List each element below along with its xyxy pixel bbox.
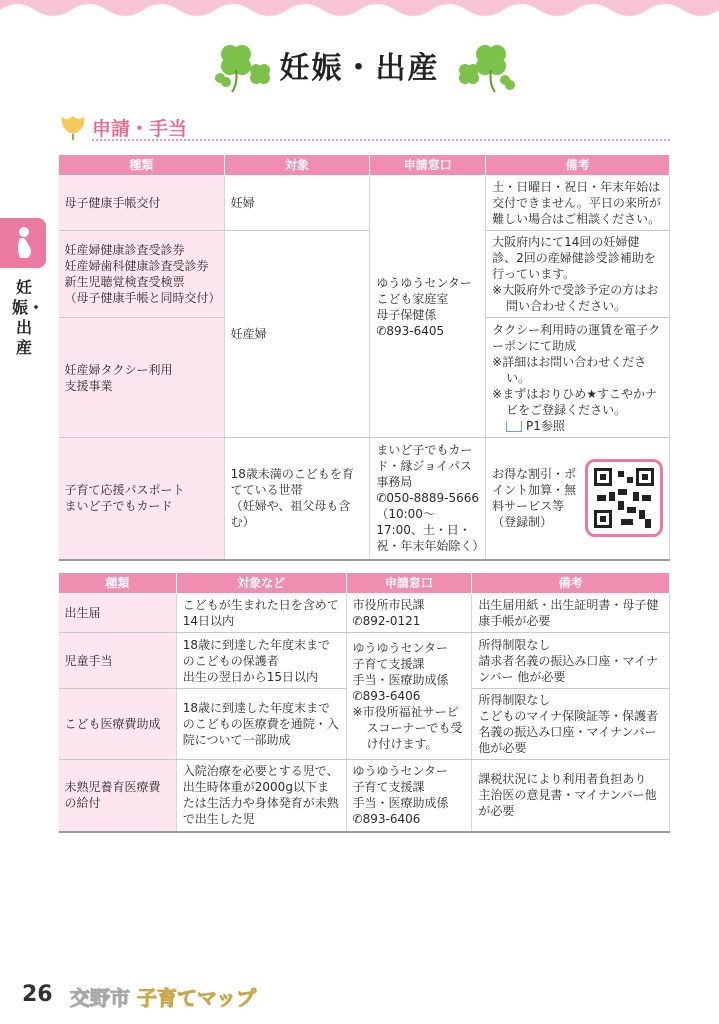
row-type: 出生届 [59, 594, 177, 633]
row-target: 18歳未満のこどもを育てている世帯 （妊婦や、祖父母も含む） [224, 438, 370, 560]
row-note: 所得制限なし 請求者名義の振込み口座・マイナンバー 他が必要 [472, 633, 670, 689]
row-target-shared: 妊産婦 [224, 231, 370, 438]
side-tab-label: 妊娠・出産 [12, 278, 45, 357]
table-row [59, 438, 670, 560]
book-icon [506, 421, 522, 432]
row-target: 18歳に到達した年度末までのこどもの医療費を通院・入院について一部助成 [176, 689, 346, 760]
row-note: 大阪府内にて14回の妊婦健診、2回の産婦健診受診補助を行っています。 ※大阪府外で受診予定の方はお問い合わせください。 [486, 231, 670, 318]
col-header-note: 備考 [472, 573, 670, 594]
row-target: 18歳に到達した年度末までのこどもの保護者 出生の翌日から15日以内 [176, 633, 346, 689]
row-note: 土・日曜日・祝日・年末年始は交付できません。平日の来所が難しい場合はご相談ください。 [486, 176, 670, 231]
office-cell-shared: ゆうゆうセンター 子育て支援課 手当・医療助成係 ✆893-6406 ※市役所福祉サービスコーナーでも受け付けます。 [346, 633, 472, 760]
row-type: 妊産婦健康診査受診券 妊産婦歯科健康診査受診券 新生児聴覚検査受検票 （母子健康手帳と同時交付） [59, 231, 225, 318]
qr-code-icon [591, 465, 657, 531]
section-title: 申請・手当 [92, 118, 188, 140]
row-type: 母子健康手帳交付 [59, 176, 225, 231]
row-target: 妊婦 [224, 176, 370, 231]
section-heading [58, 112, 188, 142]
phone-icon: ✆ [352, 812, 363, 827]
top-wave-border [0, 0, 719, 22]
office-section: 母子保健係 [376, 307, 437, 322]
col-header-target: 対象など [176, 573, 346, 594]
row-note: タクシー利用時の運賃を電子クーポンにて助成 ※詳細はお問い合わせください。 ※まずはおりひめ★すこやかナビをご登録ください。 P1参照 [486, 318, 670, 438]
row-type: こども医療費助成 [59, 689, 177, 760]
footer-brand [70, 982, 256, 1011]
row-note: 所得制限なし こどものマイナ保険証等・保護者名義の振込み口座・マイナンバー他が必要 [472, 689, 670, 760]
row-note: 出生届用紙・出生証明書・母子健康手帳が必要 [472, 594, 670, 633]
row-type: 妊産婦タクシー利用 支援事業 [59, 318, 225, 438]
row-type: 児童手当 [59, 633, 177, 689]
row-office: ゆうゆうセンター 子育て支援課 手当・医療助成係 ✆893-6406 [346, 760, 472, 832]
phone-icon: ✆ [352, 614, 363, 628]
page-reference: P1参照 [525, 418, 565, 433]
table-row [59, 176, 670, 231]
col-header-type: 種類 [59, 155, 225, 176]
table-header-row [59, 155, 670, 176]
office-cell [370, 176, 486, 438]
application-table-1 [58, 154, 670, 561]
office-name: ゆうゆうセンター [376, 275, 472, 290]
office-dept: こども家庭室 [376, 291, 449, 306]
table-row [59, 760, 670, 832]
col-header-target: 対象 [224, 155, 370, 176]
row-type: 子育て応援パスポート まいど子でもカード [59, 438, 225, 560]
page-number: 26 [22, 982, 53, 1007]
col-header-office: 申請窓口 [370, 155, 486, 176]
col-header-office: 申請窓口 [346, 573, 472, 594]
table-row [59, 594, 670, 633]
section-divider [92, 139, 670, 141]
table-row [59, 633, 670, 689]
footer-city: 交野市 [70, 986, 130, 1010]
footer-brand-name: 子育てマップ [136, 986, 257, 1010]
qr-code[interactable] [585, 459, 663, 537]
row-note: お得な割引・ポイント加算・無料サービス等（登録制） [486, 438, 670, 560]
row-note: 課税状況により利用者負担あり 主治医の意見書・マイナンバー他が必要 [472, 760, 670, 832]
office-phone: ✆893-6405 [376, 323, 445, 338]
phone-icon: ✆ [376, 491, 387, 506]
side-tab [0, 218, 46, 268]
row-target: こどもが生まれた日を含めて14日以内 [176, 594, 346, 633]
page-title: 妊娠・出産 [279, 51, 440, 86]
row-target: 入院治療を必要とする児で、出生時体重が2000g以下または生活力や身体発育が未熟で出生した児 [176, 760, 346, 832]
page-title-container [0, 44, 719, 94]
col-header-note: 備考 [486, 155, 670, 176]
row-type: 未熟児養育医療費の給付 [59, 760, 177, 832]
row-office: 市役所市民課 ✆892-0121 [346, 594, 472, 633]
pregnant-icon [0, 218, 46, 268]
col-header-type: 種類 [59, 573, 177, 594]
table-row [59, 231, 670, 318]
phone-icon: ✆ [352, 689, 363, 703]
phone-icon: ✆ [376, 323, 387, 338]
row-office: まいど子でもカード・縁ジョイパス事務局 ✆050-8889-5666 （10:00～17:00、土・日・祝・年末年始除く） [370, 438, 486, 560]
table-header-row [59, 573, 670, 594]
application-table-2 [58, 572, 670, 833]
tulip-icon [58, 112, 88, 140]
